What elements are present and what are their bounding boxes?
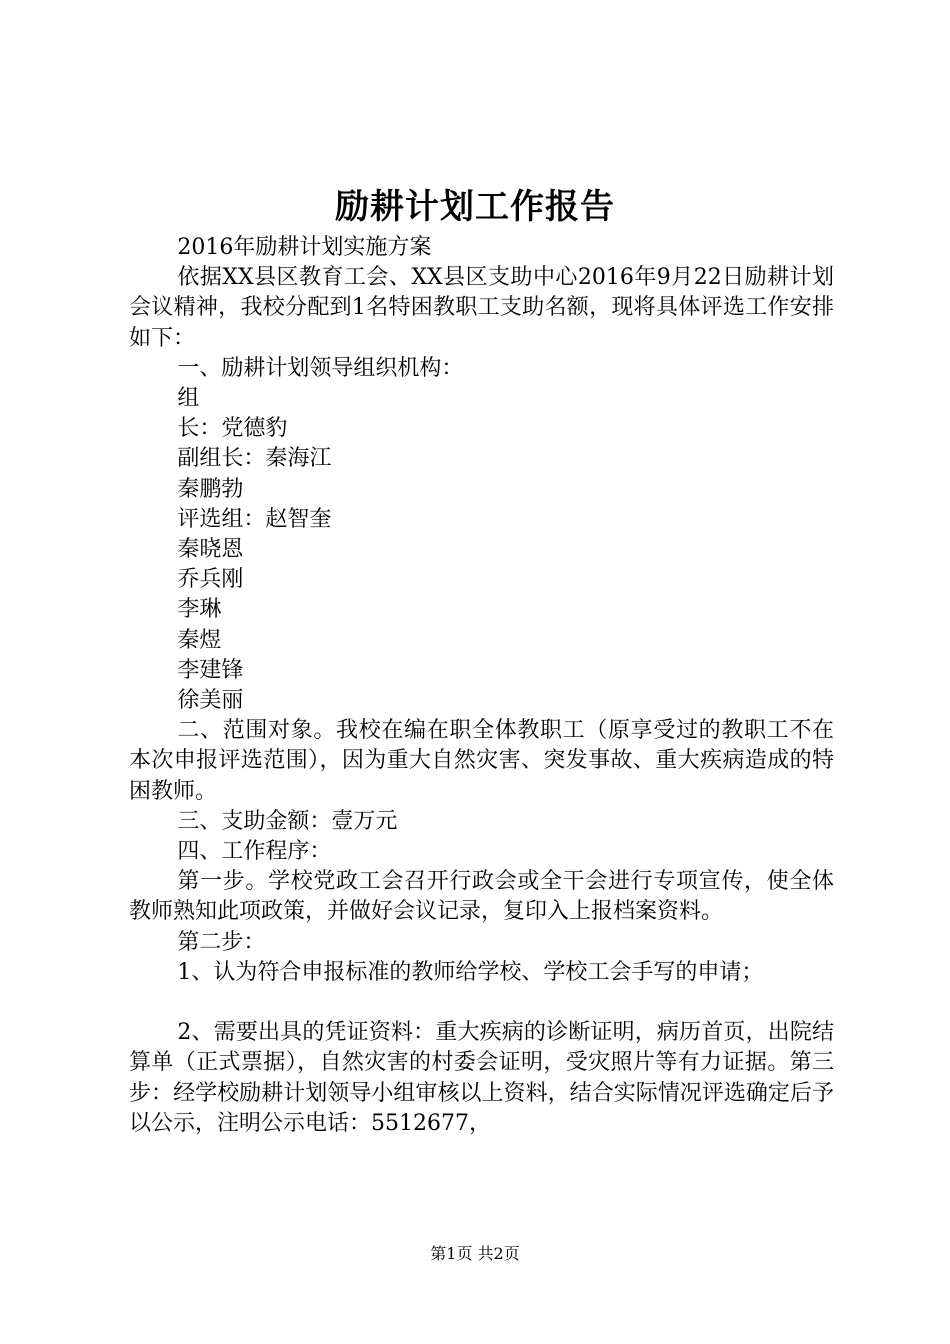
paragraph-member: 徐美丽 xyxy=(177,688,244,714)
paragraph-vice-leader: 副组长：秦海江 xyxy=(177,446,332,472)
paragraph-section-2: 二、范围对象。我校在编在职全体教职工（原享受过的教职工不在本次申报评选范围），因为重大自然灾害、突发事故、重大疾病造成的特困教师。 xyxy=(129,718,834,804)
paragraph-member: 乔兵刚 xyxy=(177,567,244,593)
paragraph-section-4: 四、工作程序： xyxy=(177,839,332,865)
paragraph-item-1: 1、认为符合申报标准的教师给学校、学校工会手写的申请； xyxy=(177,959,764,985)
paragraph-section-1: 一、励耕计划领导组织机构： xyxy=(177,355,464,381)
paragraph-plan-title: 2016年励耕计划实施方案 xyxy=(177,235,432,260)
paragraph-basis: 依据XX县区教育工会、XX县区支助中心2016年9月22日励耕计划会议精神，我校分配到1名特困教职工支助名额，现将具体评选工作安排如下： xyxy=(129,265,834,351)
paragraph-member: 李建锋 xyxy=(177,657,244,683)
paragraph-spacer xyxy=(129,988,834,1018)
paragraph-member: 李琳 xyxy=(177,597,222,623)
paragraph-member: 秦鹏勃 xyxy=(177,476,244,502)
paragraph-section-3: 三、支助金额：壹万元 xyxy=(177,808,398,834)
paragraph-member: 秦晓恩 xyxy=(177,537,244,563)
paragraph-item-2: 2、需要出具的凭证资料：重大疾病的诊断证明，病历首页，出院结算单（正式票据），自然灾害的村委会证明，受灾照片等有力证据。第三步：经学校励耕计划领导小组审核以上资料，结合实际情况评选确定后予以公示，注明公示电话：5512677， xyxy=(129,1020,834,1136)
paragraph-step-2: 第二步： xyxy=(177,929,266,955)
paragraph-leader-prefix: 组 xyxy=(177,386,200,412)
document-title: 励耕计划工作报告 xyxy=(335,187,615,227)
document-body xyxy=(129,233,834,1139)
page-footer: 第1页 共2页 xyxy=(430,1244,520,1263)
paragraph-member: 秦煜 xyxy=(177,627,222,653)
paragraph-step-1: 第一步。学校党政工会召开行政会或全干会进行专项宣传，使全体教师熟知此项政策，并做好会议记录，复印入上报档案资料。 xyxy=(129,869,834,925)
paragraph-leader: 长：党德豹 xyxy=(177,416,288,442)
paragraph-selection-group: 评选组：赵智奎 xyxy=(177,506,332,532)
